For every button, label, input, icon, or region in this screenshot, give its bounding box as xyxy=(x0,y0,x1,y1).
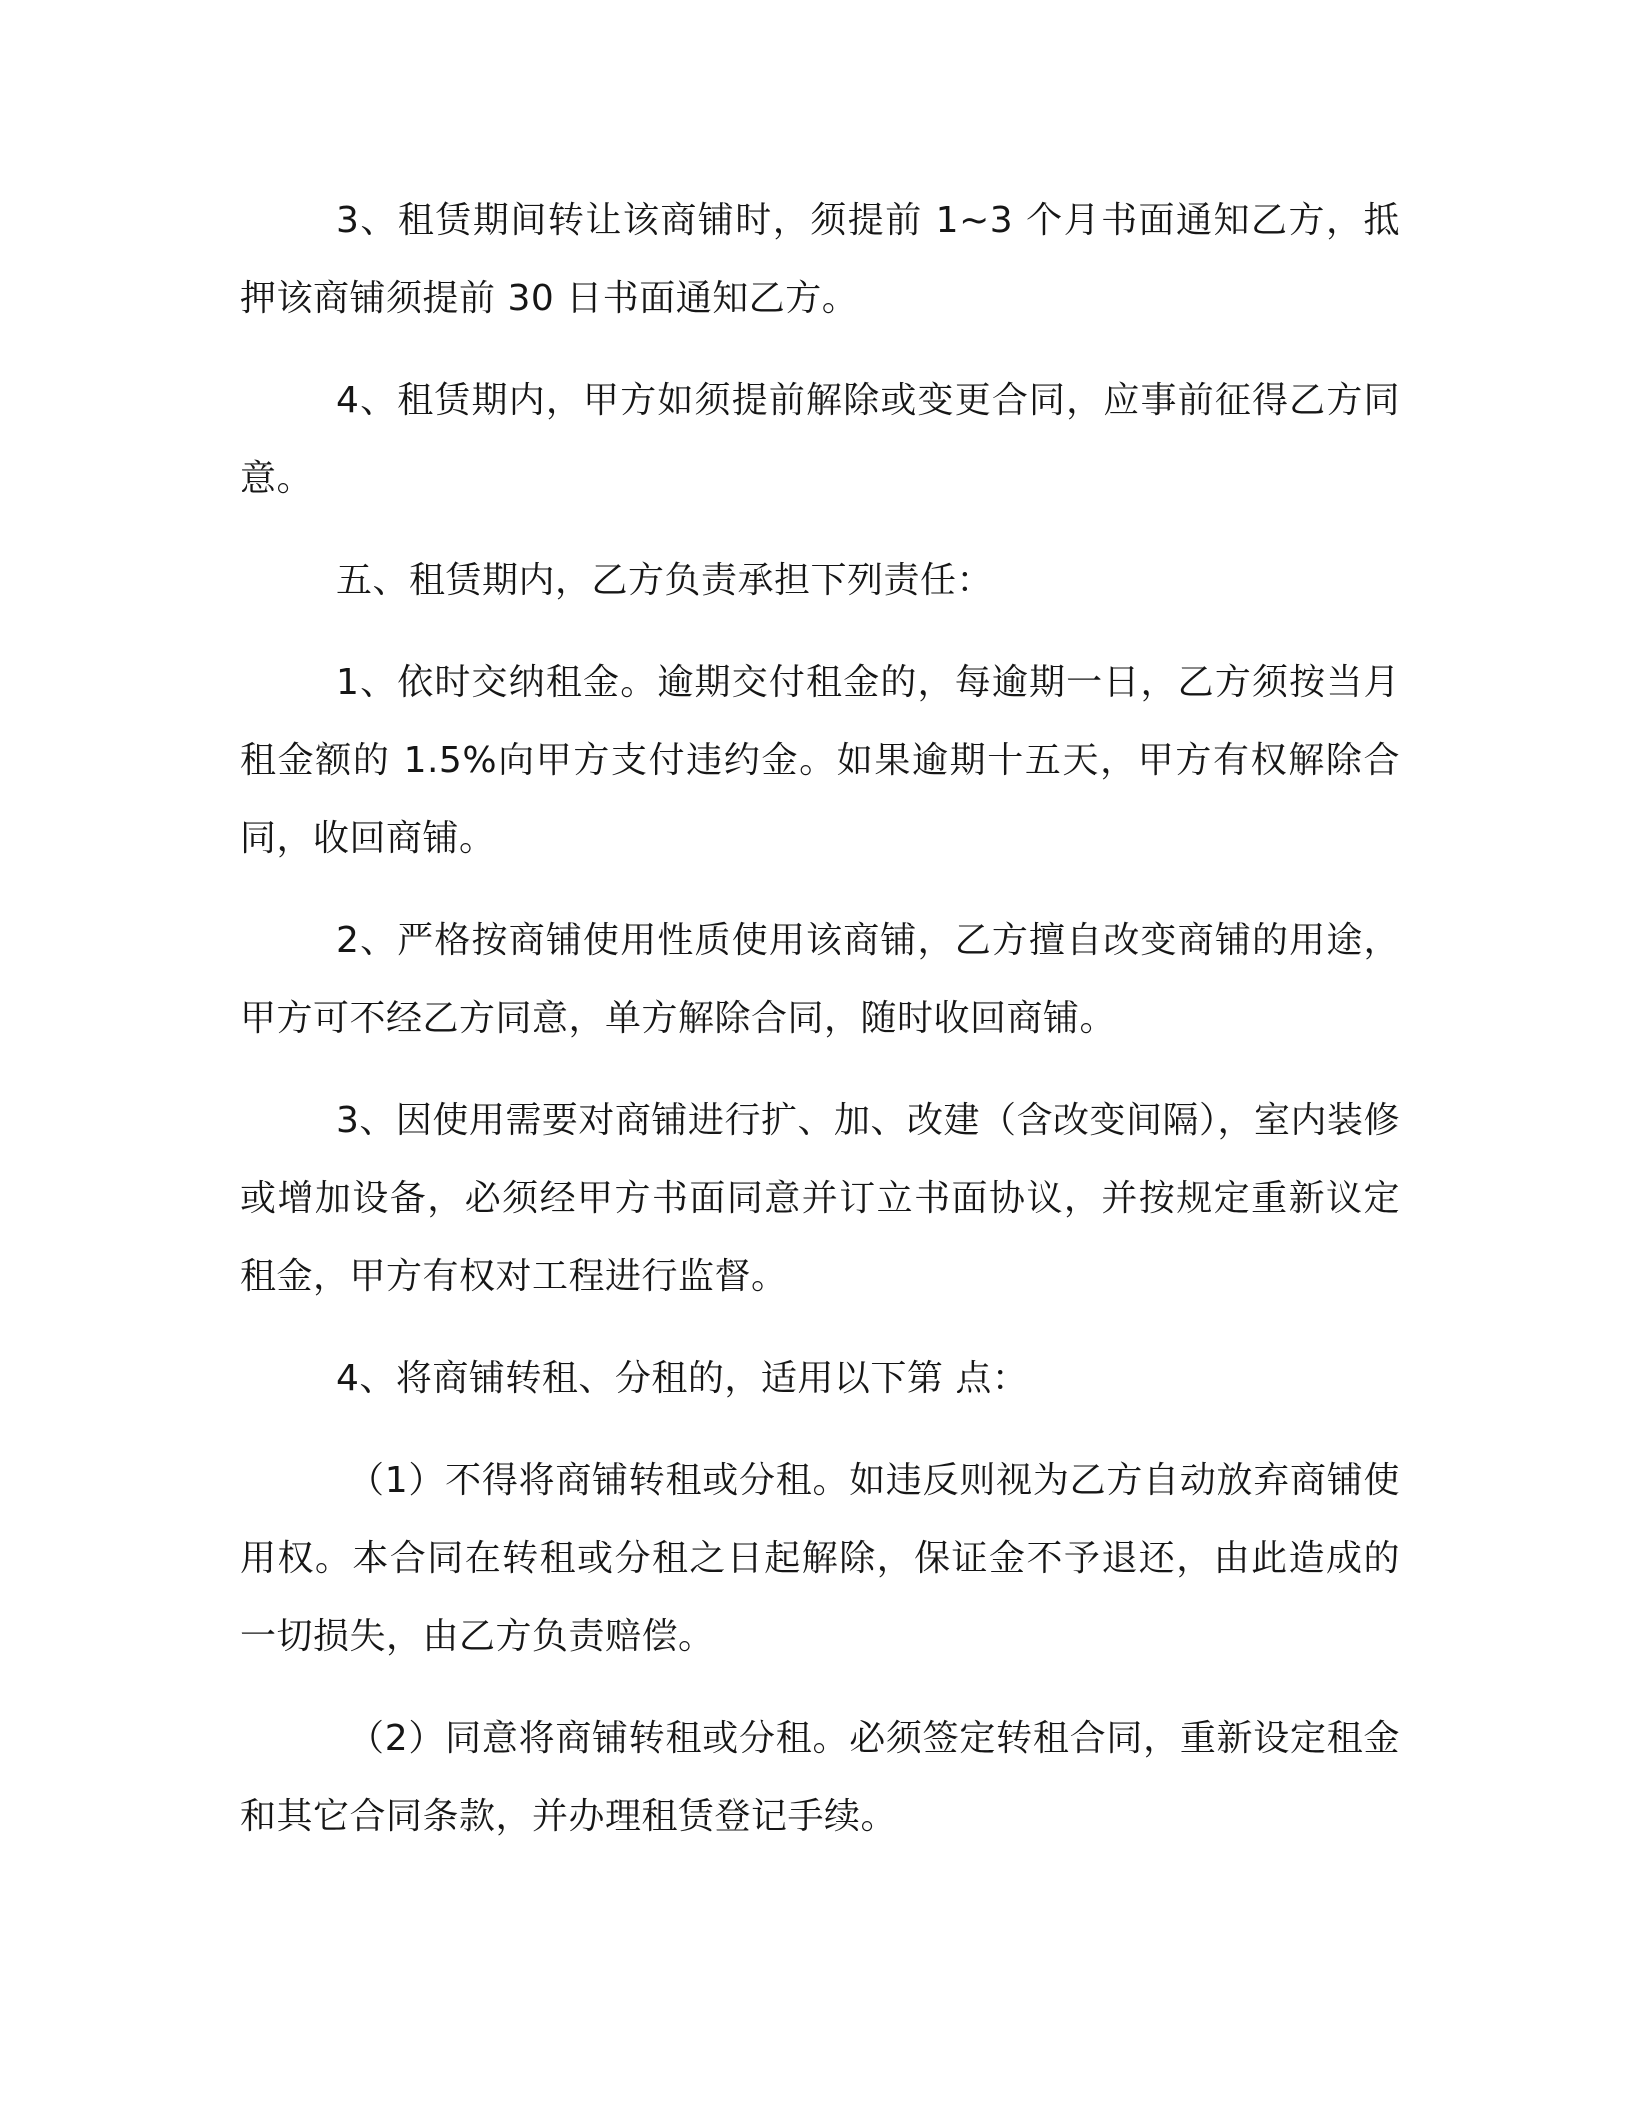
section-5-heading: 五、租赁期内，乙方负责承担下列责任： xyxy=(336,560,994,601)
clause-3-transfer-notice: 3、租赁期间转让该商铺时，须提前 1~3 个月书面通知乙方，抵押该商铺须提前 30 日书面通知乙方。 xyxy=(240,200,1400,319)
sublease-option-1: （1）不得将商铺转租或分租。如违反则视为乙方自动放弃商铺使用权。本合同在转租或分租之日起解除，保证金不予退还，由此造成的一切损失，由乙方负责赔偿。 xyxy=(240,1460,1400,1657)
clause-1-rent-payment: 1、依时交纳租金。逾期交付租金的，每逾期一日，乙方须按当月租金额的 1.5%向甲方支付违约金。如果逾期十五天，甲方有权解除合同，收回商铺。 xyxy=(240,662,1400,859)
clause-4-early-termination: 4、租赁期内，甲方如须提前解除或变更合同，应事前征得乙方同意。 xyxy=(240,380,1400,499)
sublease-option-2: （2）同意将商铺转租或分租。必须签定转租合同，重新设定租金和其它合同条款，并办理租赁登记手续。 xyxy=(240,1718,1400,1837)
document-body xyxy=(240,182,1400,1880)
clause-3-renovation: 3、因使用需要对商铺进行扩、加、改建（含改变间隔），室内装修或增加设备，必须经甲方书面同意并订立书面协议，并按规定重新议定租金，甲方有权对工程进行监督。 xyxy=(240,1100,1400,1297)
clause-4-sublease: 4、将商铺转租、分租的，适用以下第 点： xyxy=(336,1358,1029,1399)
clause-2-usage: 2、严格按商铺使用性质使用该商铺，乙方擅自改变商铺的用途，甲方可不经乙方同意，单方解除合同，随时收回商铺。 xyxy=(240,920,1400,1039)
